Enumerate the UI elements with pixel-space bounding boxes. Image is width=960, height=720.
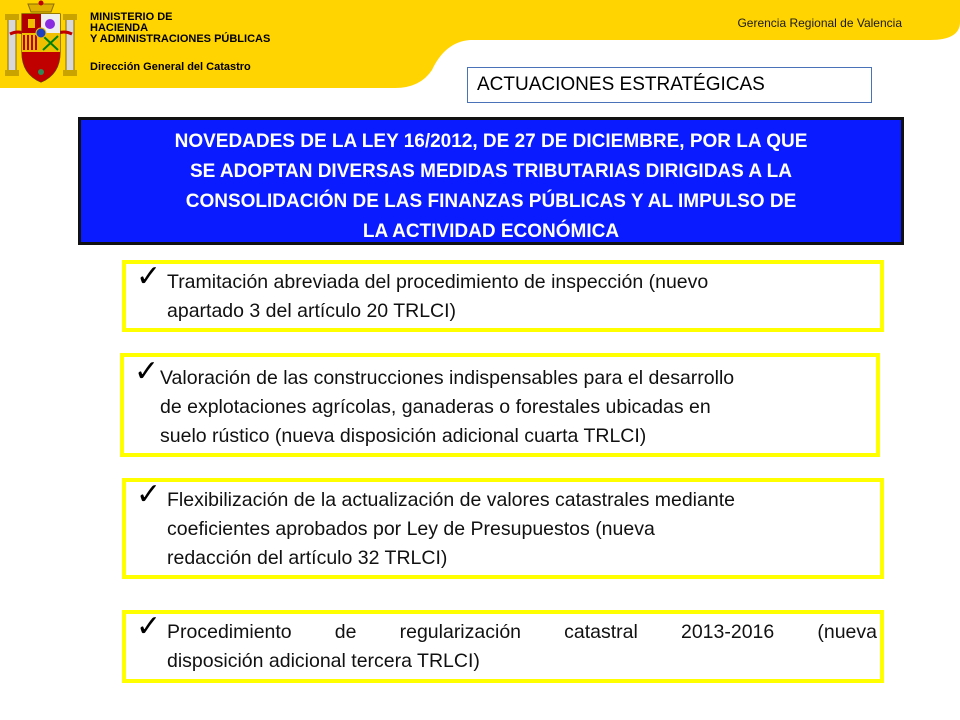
ministry-name [90,12,270,45]
item-box-4 [122,610,884,683]
title-box [78,117,904,245]
title-line-4: LA ACTIVIDAD ECONÓMICA [362,221,620,242]
item-1-line-2: apartado 3 del artículo 20 TRLCI) [167,300,457,322]
item-2-line-2: de explotaciones agrícolas, ganaderas o forestales ubicadas en [160,396,711,418]
item-box-2 [120,353,880,457]
title-line-1: NOVEDADES DE LA LEY 16/2012, DE 27 DE DICIEMBRE, POR LA QUE [174,131,808,152]
item-3-line-2: coeficientes aprobados por Ley de Presupuestos (nueva [167,518,655,540]
item-box-3 [122,478,884,579]
item-3-line-1: Flexibilización de la actualización de valores catastrales mediante [167,489,735,511]
item-2-line-3: suelo rústico (nueva disposición adicional cuarta TRLCI) [160,425,647,447]
item-3-line-3: redacción del artículo 32 TRLCI) [167,547,448,569]
ministry-line-2: HACIENDA [90,22,149,34]
item-4-line-2: disposición adicional tercera TRLCI) [167,650,480,672]
ministry-line-1: MINISTERIO DE [90,11,173,23]
spain-coat-of-arms-icon [2,0,80,88]
checkmark-icon: ✓ [136,610,162,643]
regional-office: Gerencia Regional de Valencia [737,16,902,30]
title-line-3: CONSOLIDACIÓN DE LAS FINANZAS PÚBLICAS Y AL IMPULSO DE [185,191,797,212]
item-2-line-1: Valoración de las construcciones indispensables para el desarrollo [160,367,735,389]
title-line-2: SE ADOPTAN DIVERSAS MEDIDAS TRIBUTARIAS DIRIGIDAS A LA [189,161,793,182]
section-label: ACTUACIONES ESTRATÉGICAS [467,67,872,103]
checkmark-icon: ✓ [134,355,160,388]
checkmark-icon: ✓ [136,260,162,293]
ministry-line-3: Y ADMINISTRACIONES PÚBLICAS [90,33,271,45]
directorate-name: Dirección General del Catastro [90,61,251,73]
item-4-line-1: Procedimiento de regularización catastral 2013-2016 (nueva [167,621,877,643]
checkmark-icon: ✓ [136,478,162,511]
item-1-line-1: Tramitación abreviada del procedimiento de inspección (nuevo [167,271,709,293]
item-box-1 [122,260,884,332]
